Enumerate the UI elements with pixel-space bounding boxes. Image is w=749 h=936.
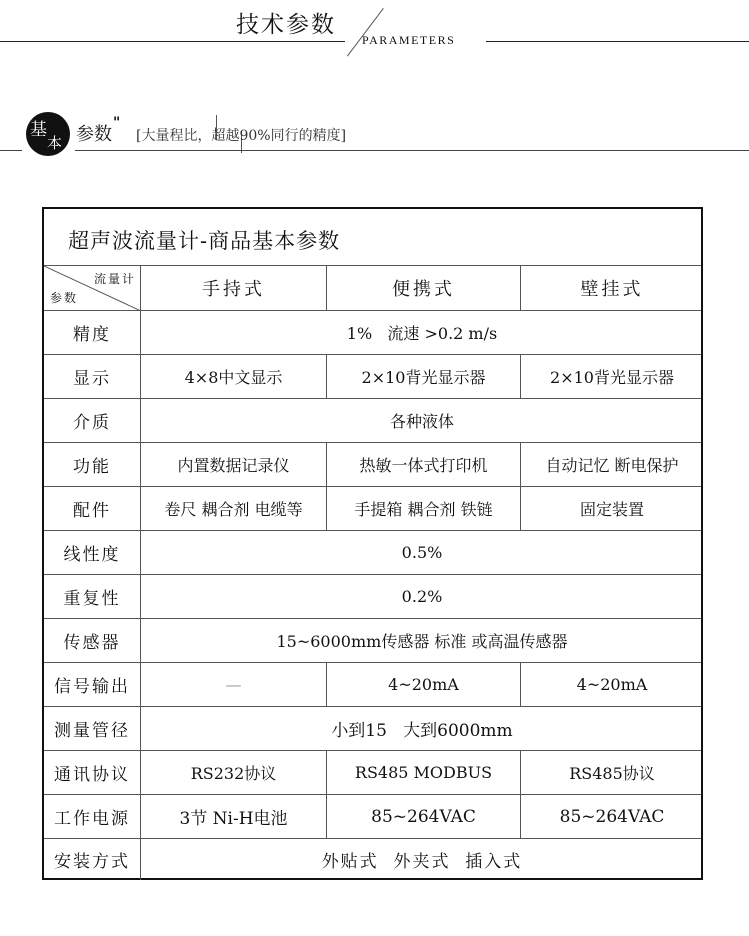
badge-char-1: 基 [30,115,217,140]
row-value-wall-mount: 85~264VAC [559,806,665,827]
table-row [44,443,701,487]
table-row [44,355,701,399]
section-divider-left [0,150,22,151]
row-value-portable: RS485 MODBUS [327,751,521,794]
row-value-portable: 85~264VAC [327,795,521,838]
table-row [44,399,701,443]
row-label: 重复性 [44,575,141,618]
header-divider-right [486,41,749,42]
row-value-portable: 4~20mA [327,663,521,706]
column-header-handheld: 手持式 [141,266,327,310]
row-value-wall-mount: RS485协议 [569,764,655,783]
table-row [44,619,701,663]
table-row [44,751,701,795]
section-title: 参数 [76,124,112,145]
section-quote-mark: " [113,115,121,131]
row-value: 0.2% [401,587,443,606]
corner-header-cell [44,266,141,310]
row-label: 通讯协议 [44,751,141,794]
row-value-handheld: — [141,663,327,706]
page-subtitle: PARAMETERS [362,33,456,47]
row-label: 配件 [44,487,141,530]
row-value-handheld: RS232协议 [141,751,327,794]
table-row [44,707,701,751]
column-header-wall-mount: 壁挂式 [580,279,644,300]
row-value-handheld: 4×8中文显示 [141,355,327,398]
row-value-portable: 热敏一体式打印机 [327,443,521,486]
row-label: 工作电源 [44,795,141,838]
row-value: 0.5% [401,543,443,562]
row-label: 传感器 [44,619,141,662]
table-row [44,575,701,619]
row-value-handheld: 3节 Ni-H电池 [141,795,327,838]
row-value-wall-mount: 4~20mA [576,675,648,694]
row-value-portable: 手提箱 耦合剂 铁链 [327,487,521,530]
table-title [44,209,701,266]
table-header-row [44,266,701,311]
row-value-wall-mount: 自动记忆 断电保护 [545,456,679,475]
row-value-handheld: 卷尺 耦合剂 电缆等 [141,487,327,530]
corner-label-instrument: 流量计 [93,272,136,286]
row-value-wall-mount: 固定装置 [579,500,644,519]
header-divider-left [0,41,345,42]
row-value: 外贴式 外夹式 插入式 [321,852,523,872]
row-label: 线性度 [44,531,141,574]
table-row [44,795,701,839]
row-label: 信号输出 [44,663,141,706]
badge-char-2: 本 [47,132,242,153]
table-row [44,663,701,707]
section-description: [大量程比，超越90%同行的精度] [136,128,347,144]
row-label: 安装方式 [44,839,141,880]
row-value-portable: 2×10背光显示器 [327,355,521,398]
corner-label-parameter: 参数 [50,291,79,305]
row-value-handheld: 内置数据记录仪 [141,443,327,486]
table-row [44,487,701,531]
row-value: 小到15 大到6000mm [331,721,513,741]
row-label: 精度 [44,311,141,354]
section-badge [26,112,70,156]
row-value: 各种液体 [389,412,454,431]
row-label: 介质 [44,399,141,442]
row-label: 功能 [44,443,141,486]
row-label: 测量管径 [44,707,141,750]
column-header-portable: 便携式 [327,266,521,310]
page-title: 技术参数 [236,12,336,38]
row-value: 1% 流速 >0.2 m/s [346,324,498,343]
row-value: 15~6000mm传感器 标准 或高温传感器 [276,632,568,651]
row-label: 显示 [44,355,141,398]
table-row [44,531,701,575]
table-row [44,311,701,355]
section-divider-right [75,150,749,151]
spec-table [42,207,703,880]
row-value-wall-mount: 2×10背光显示器 [550,368,674,387]
table-row [44,839,701,880]
table-title-text: 超声波流量计-商品基本参数 [68,229,341,253]
